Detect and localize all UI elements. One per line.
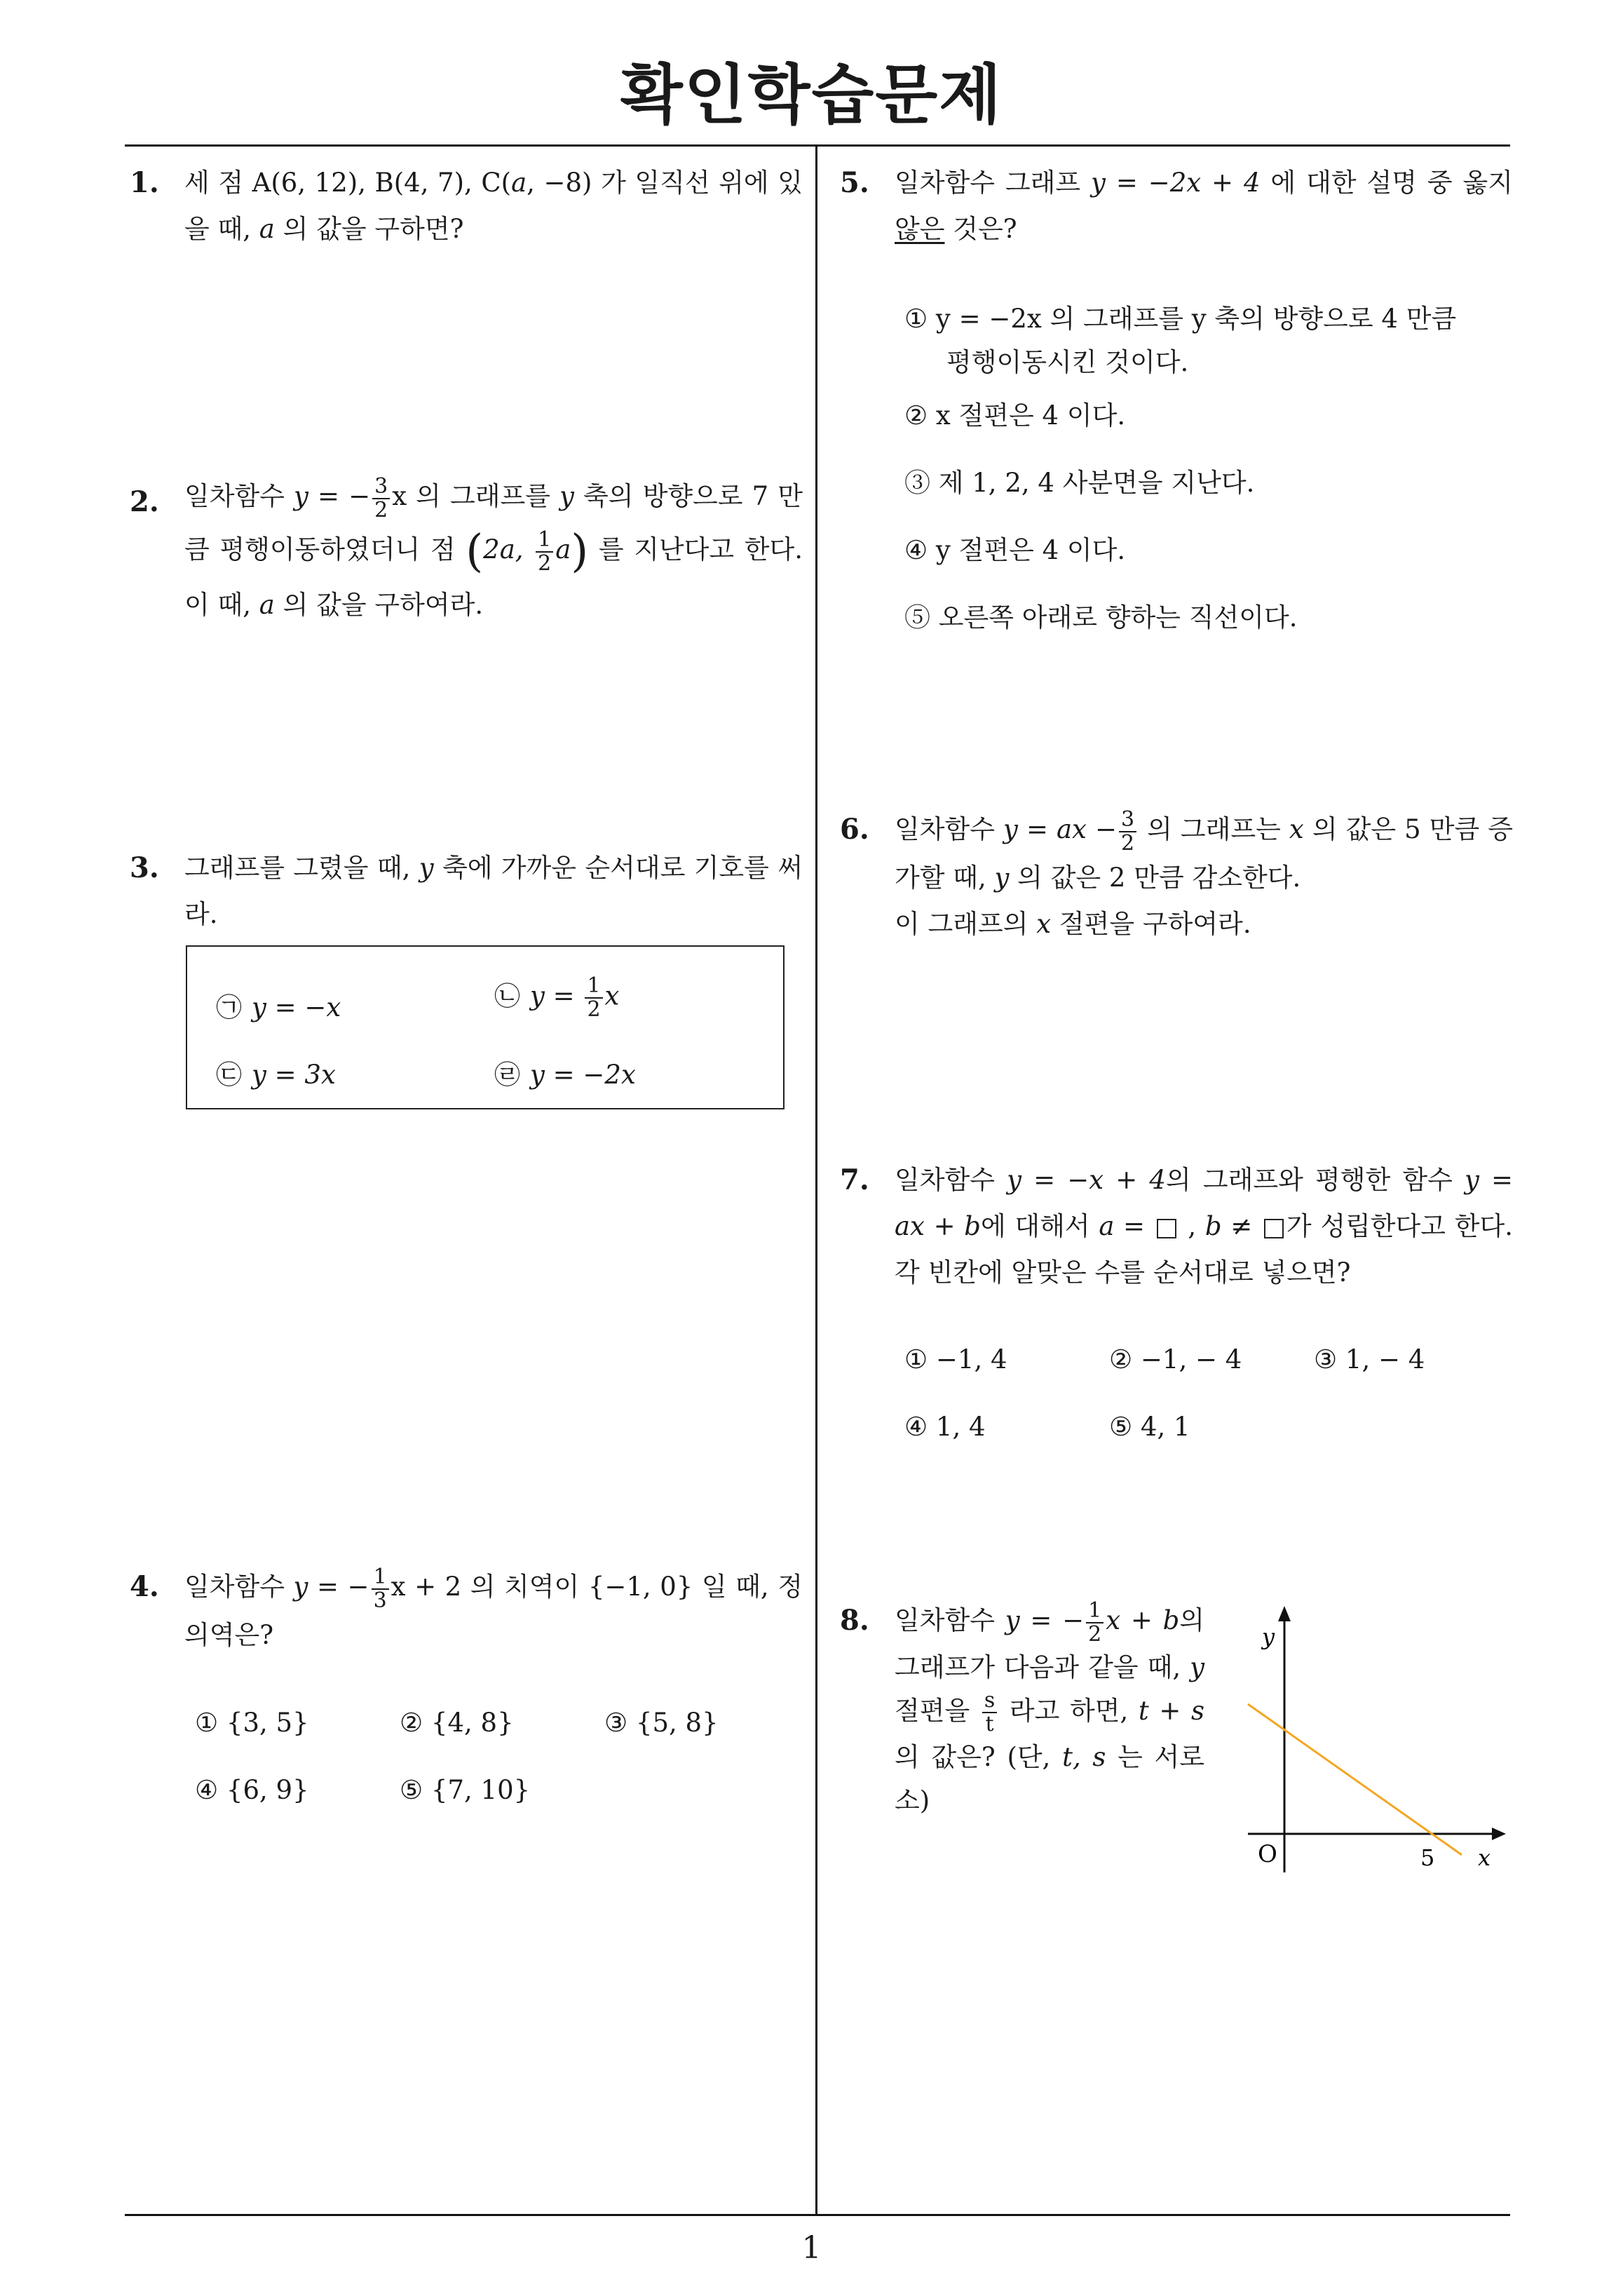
question-text: 일차함수 y = − $\frac{1}{3}$ x + 2 의 치역이 {−1, 0} 일 때, 정의역은? (184, 1564, 803, 1650)
choice-item: ㉠ y = −x (216, 992, 341, 1022)
option[interactable]: ⑤ {7, 10} (400, 1775, 531, 1805)
question-text: 세 점 A(6, 12), B(4, 7), C(a, −8) 가 일직선 위에 있을 때, a 의 값을 구하면? (184, 168, 803, 244)
question-number: 3. (130, 851, 159, 884)
choice-item: ㉡ y = $\frac{1}{2}$ x (494, 973, 620, 1022)
choice-item: ㉢ y = 3x (216, 1060, 336, 1090)
question-text: 일차함수 그래프 y = −2x + 4 에 대한 설명 중 옳지 않은 것은? (895, 168, 1513, 244)
option[interactable]: ④ 1, 4 (904, 1412, 986, 1442)
option[interactable]: ③ 제 1, 2, 4 사분면을 지난다. (904, 468, 1255, 498)
question-text: 일차함수 y = −x + 4의 그래프와 평행한 함수 y = ax + b에 대해서 a = , b ≠ 가 성립한다고 한다. 각 빈칸에 알맞은 수를 순서대로 넣으면? (895, 1165, 1513, 1288)
question-number: 6. (840, 813, 869, 846)
option[interactable]: 평행이동시킨 것이다. (946, 347, 1189, 377)
question-6 (840, 806, 1513, 947)
option[interactable]: ③ 1, − 4 (1314, 1344, 1425, 1375)
graph-line (1248, 1704, 1462, 1855)
option[interactable]: ⑤ 오른쪽 아래로 향하는 직선이다. (904, 602, 1298, 633)
question-text: 일차함수 y = ax − $\frac{3}{2}$ 의 그래프는 x 의 값은 5 만큼 증가할 때, y 의 값은 2 만큼 감소한다. 이 그래프의 x 절편을 구하여라. (895, 806, 1513, 939)
option[interactable]: ① y = −2x 의 그래프를 y 축의 방향으로 4 만큼 (904, 304, 1457, 334)
column-divider (815, 146, 817, 2216)
blank-box (1157, 1219, 1176, 1238)
page-title: 확인학습문제 (620, 58, 1003, 133)
top-rule (125, 144, 1510, 147)
option[interactable]: ① {3, 5} (195, 1708, 309, 1738)
y-axis-label: y (1262, 1623, 1275, 1650)
question-2 (130, 470, 803, 632)
y-axis-arrow (1278, 1606, 1291, 1621)
question-1 (130, 160, 803, 252)
question-text: 그래프를 그렸을 때, y 축에 가까운 순서대로 기호를 써라. (184, 853, 803, 929)
choice-item: ㉣ y = −2x (494, 1060, 636, 1090)
option[interactable]: ② x 절편은 4 이다. (904, 400, 1126, 431)
question-5 (840, 160, 1513, 252)
question-number: 5. (840, 166, 869, 199)
option[interactable]: ④ y 절편은 4 이다. (904, 535, 1126, 565)
x-axis-label: x (1478, 1844, 1491, 1871)
x-axis-arrow (1492, 1828, 1506, 1840)
question-text: 일차함수 y = − $\frac{3}{2}$ x 의 그래프를 y 축의 방향으로 7 만큼 평행이동하였더니 점 (2a, $\frac{1}{2}$ a) 를 지난다고 한다. 이 때, a 의 값을 구하여라. (184, 473, 803, 620)
x-intercept-label: 5 (1420, 1844, 1435, 1871)
question-number: 7. (840, 1163, 869, 1196)
option[interactable]: ① −1, 4 (904, 1344, 1007, 1375)
question-7 (840, 1157, 1513, 1296)
option[interactable]: ⑤ 4, 1 (1109, 1412, 1190, 1442)
origin-label: O (1258, 1840, 1277, 1868)
question-text: 일차함수 y = − $\frac{1}{2}$ x + b의 그래프가 다음과 같을 때, y 절편을 $\frac{s}{t}$ 라고 하면, t + s 의 값은? (단, t, s 는 서로소) (895, 1598, 1205, 1816)
bottom-rule (125, 2214, 1510, 2216)
option[interactable]: ③ {5, 8} (604, 1708, 719, 1738)
question-number: 2. (130, 485, 159, 518)
question-number: 8. (840, 1604, 869, 1637)
question-8 (840, 1599, 1204, 1823)
blank-box (1264, 1219, 1284, 1238)
option[interactable]: ② −1, − 4 (1109, 1344, 1242, 1375)
question-3 (130, 845, 803, 938)
question-number: 4. (130, 1570, 159, 1603)
option[interactable]: ② {4, 8} (400, 1708, 514, 1738)
question-number: 1. (130, 166, 159, 199)
option[interactable]: ④ {6, 9} (195, 1775, 309, 1805)
q8-graph (1234, 1599, 1514, 1893)
question-4 (130, 1564, 803, 1659)
page-number: 1 (801, 2230, 822, 2266)
